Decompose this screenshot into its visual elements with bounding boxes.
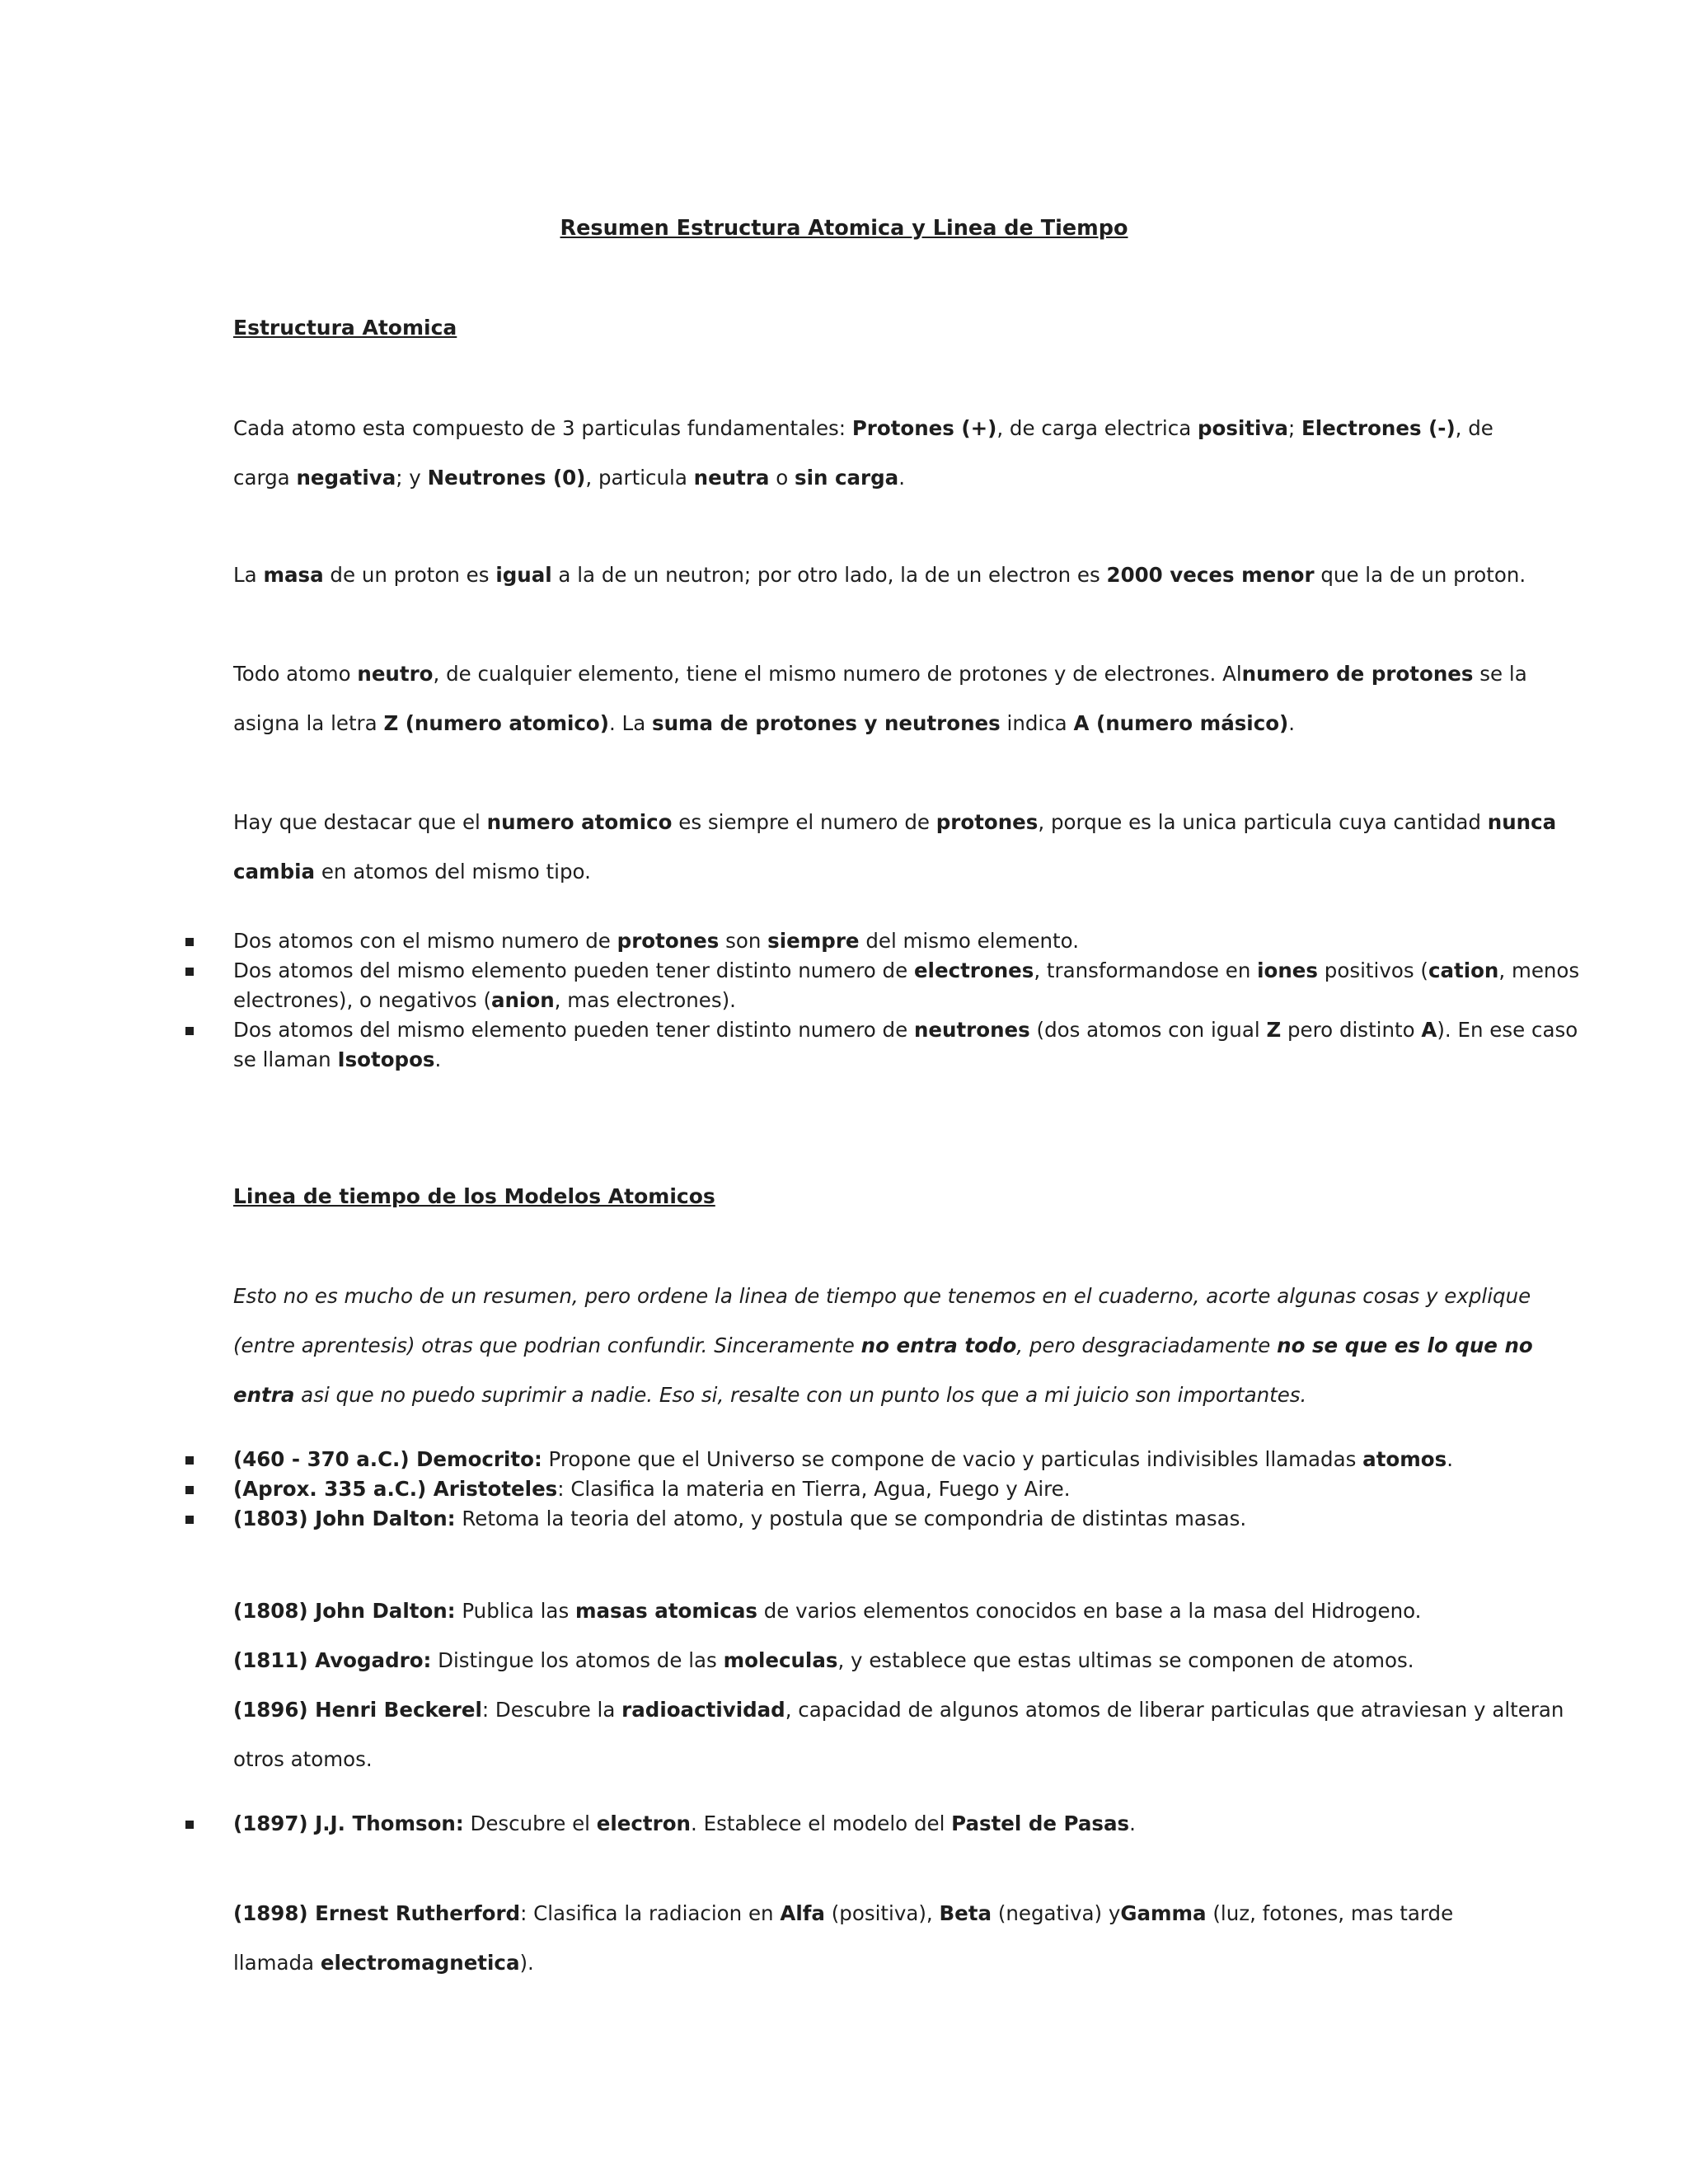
text-line <box>233 1889 1454 1938</box>
bullet-list-timeline-1 <box>233 1445 1453 1534</box>
square-bullet-icon <box>185 938 194 946</box>
bold-text: suma de protones y neutrones <box>652 711 1001 735</box>
text-line <box>233 847 1445 897</box>
bold-text: protones <box>617 929 720 953</box>
text-line <box>233 404 1493 453</box>
square-bullet-icon <box>185 968 194 976</box>
text-line <box>233 1445 1453 1474</box>
text-run: Esto no es mucho de un resumen, pero ordene la linea de tiempo que tenemos en el cuaderno, acorte algunas cosas y explique <box>233 1284 1531 1308</box>
bold-text: no entra todo <box>860 1333 1017 1357</box>
bold-text: Beta <box>939 1901 992 1925</box>
text-run: : Descubre la <box>481 1698 622 1722</box>
text-run: Publica las <box>455 1599 575 1623</box>
text-line <box>233 1586 1445 1636</box>
section-heading-estructura: Estructura Atomica <box>233 316 457 340</box>
bold-text: no se que es lo que no <box>1277 1333 1533 1357</box>
bold-text: numero de protones <box>1241 662 1474 686</box>
text-line <box>233 798 1557 847</box>
bold-text: numero atomico <box>486 810 673 834</box>
list-item <box>233 1015 1578 1075</box>
text-run: . <box>1447 1447 1453 1471</box>
bold-text: Alfa <box>780 1901 825 1925</box>
bold-text: Pastel de Pasas <box>951 1811 1130 1835</box>
text-run: a la de un neutron; por otro lado, la de un electron es <box>551 563 1107 587</box>
bold-text: protones <box>935 810 1039 834</box>
bold-text: (1898) Ernest Rutherford <box>233 1901 521 1925</box>
text-run: Descubre el <box>463 1811 597 1835</box>
bold-text: electron <box>596 1811 692 1835</box>
paragraph-timeline-1898 <box>233 1889 1454 1988</box>
text-run: Retoma la teoria del atomo, y postula que se compondria de distintas masas. <box>455 1507 1247 1530</box>
text-run: , pero desgraciadamente <box>1016 1333 1278 1357</box>
bold-text: Z (numero atomico) <box>383 711 609 735</box>
bullet-list-atomos <box>233 926 1580 1075</box>
text-line <box>233 1321 1533 1371</box>
paragraph-numero-atomico <box>233 798 1557 897</box>
text-line <box>233 986 1453 1015</box>
bold-text: entra <box>233 1383 295 1407</box>
list-item <box>233 1474 1453 1504</box>
text-run: , mas electrones). <box>554 988 736 1012</box>
text-line <box>233 926 1453 956</box>
text-run: , de cualquier elemento, tiene el mismo numero de protones y de electrones. Al <box>433 662 1242 686</box>
text-run: : Clasifica la materia en Tierra, Agua, Fuego y Aire. <box>557 1477 1071 1501</box>
text-run: , transformandose en <box>1034 958 1258 982</box>
text-run: o <box>769 466 795 490</box>
square-bullet-icon <box>185 1486 194 1494</box>
bold-text: (1811) Avogadro: <box>233 1648 432 1672</box>
square-bullet-icon <box>185 1456 194 1465</box>
document-title: Resumen Estructura Atomica y Linea de Tiempo <box>560 216 1128 241</box>
bold-text: neutro <box>357 662 434 686</box>
bold-text: (1803) John Dalton: <box>233 1507 456 1530</box>
text-run: , de <box>1455 416 1493 440</box>
text-run: indica <box>1000 711 1074 735</box>
text-run: . <box>434 1047 442 1071</box>
text-run: otros atomos. <box>233 1747 373 1771</box>
text-line <box>233 1272 1531 1321</box>
bold-text: positiva <box>1198 416 1288 440</box>
text-run: , menos <box>1498 958 1580 982</box>
text-run: ). En ese caso <box>1437 1018 1578 1042</box>
bold-text: Electrones (-) <box>1301 416 1456 440</box>
text-line <box>233 453 1445 503</box>
text-run: (luz, fotones, mas tarde <box>1206 1901 1454 1925</box>
bold-text: Neutrones (0) <box>427 466 586 490</box>
section-heading-linea-tiempo: Linea de tiempo de los Modelos Atomicos <box>233 1184 715 1208</box>
bold-text: igual <box>495 563 552 587</box>
text-run: La <box>233 563 264 587</box>
text-run: ; <box>1287 416 1302 440</box>
text-line <box>233 1685 1564 1735</box>
text-run: ). <box>519 1951 534 1975</box>
text-line <box>233 649 1527 699</box>
text-run: . <box>898 466 905 490</box>
bold-text: Protones (+) <box>851 416 997 440</box>
text-run: Hay que destacar que el <box>233 810 487 834</box>
text-run: Dos atomos del mismo elemento pueden tener distinto numero de <box>233 1018 914 1042</box>
text-run: es siempre el numero de <box>672 810 936 834</box>
text-run: carga <box>233 466 297 490</box>
text-run: . <box>1129 1811 1136 1835</box>
text-run: que la de un proton. <box>1314 563 1526 587</box>
list-item <box>233 1445 1453 1474</box>
paragraph-particulas <box>233 404 1493 503</box>
text-run: , y establece que estas ultimas se componen de atomos. <box>837 1648 1414 1672</box>
bold-text: neutra <box>693 466 770 490</box>
text-run: , porque es la unica particula cuya cantidad <box>1038 810 1488 834</box>
text-run: : Clasifica la radiacion en <box>520 1901 781 1925</box>
text-line <box>233 1735 1445 1784</box>
bold-text: anion <box>491 988 555 1012</box>
bold-text: (1896) Henri Beckerel <box>233 1698 482 1722</box>
text-line <box>233 956 1580 986</box>
bold-text: (1897) J.J. Thomson: <box>233 1811 464 1835</box>
text-run: (entre aprentesis) otras que podrian confundir. Sinceramente <box>233 1333 861 1357</box>
text-run: , capacidad de algunos atomos de liberar particulas que atraviesan y alteran <box>785 1698 1564 1722</box>
bold-text: Gamma <box>1120 1901 1207 1925</box>
bold-text: Z <box>1266 1018 1282 1042</box>
text-line <box>233 1636 1445 1685</box>
list-item <box>233 1504 1453 1534</box>
bold-text: negativa <box>296 466 396 490</box>
text-run: . Establece el modelo del <box>691 1811 952 1835</box>
paragraph-neutro <box>233 649 1527 748</box>
bold-text: electromagnetica <box>320 1951 520 1975</box>
text-run: Cada atomo esta compuesto de 3 particulas fundamentales: <box>233 416 852 440</box>
text-run: son <box>719 929 768 953</box>
text-run: Distingue los atomos de las <box>431 1648 724 1672</box>
bold-text: masas atomicas <box>575 1599 757 1623</box>
text-line <box>233 551 1526 600</box>
text-run: Dos atomos con el mismo numero de <box>233 929 617 953</box>
text-run: positivos ( <box>1318 958 1428 982</box>
text-line <box>233 1371 1445 1420</box>
bold-text: (460 - 370 a.C.) Democrito: <box>233 1447 542 1471</box>
text-run: (negativa) y <box>992 1901 1121 1925</box>
text-run: del mismo elemento. <box>859 929 1080 953</box>
text-run: , de carga electrica <box>996 416 1198 440</box>
list-item <box>233 956 1580 1015</box>
bold-text: electrones <box>913 958 1034 982</box>
bold-text: radioactividad <box>621 1698 785 1722</box>
bold-text: cation <box>1428 958 1499 982</box>
bold-text: 2000 veces menor <box>1106 563 1315 587</box>
text-run: asigna la letra <box>233 711 384 735</box>
text-run: en atomos del mismo tipo. <box>315 860 591 883</box>
bold-text: A (numero másico) <box>1073 711 1289 735</box>
square-bullet-icon <box>185 1821 194 1829</box>
text-run: , particula <box>585 466 694 490</box>
bold-text: Isotopos <box>337 1047 435 1071</box>
text-run: Todo atomo <box>233 662 358 686</box>
text-run: se la <box>1473 662 1527 686</box>
bold-text: neutrones <box>913 1018 1030 1042</box>
text-line <box>233 1938 1445 1988</box>
text-run: de un proton es <box>323 563 496 587</box>
bold-text: siempre <box>767 929 860 953</box>
text-run: (dos atomos con igual <box>1029 1018 1267 1042</box>
text-line <box>233 1504 1453 1534</box>
paragraph-masa <box>233 551 1526 600</box>
text-run: ; y <box>396 466 428 490</box>
text-line <box>233 1809 1453 1839</box>
bold-text: (Aprox. 335 a.C.) Aristoteles <box>233 1477 558 1501</box>
bold-text: iones <box>1257 958 1319 982</box>
text-run: de varios elementos conocidos en base a la masa del Hidrogeno. <box>757 1599 1422 1623</box>
text-run: Dos atomos del mismo elemento pueden tener distinto numero de <box>233 958 914 982</box>
bold-text: moleculas <box>723 1648 838 1672</box>
bold-text: A <box>1421 1018 1437 1042</box>
square-bullet-icon <box>185 1027 194 1035</box>
text-run: (positiva), <box>824 1901 940 1925</box>
text-line <box>233 1474 1453 1504</box>
list-item <box>233 1809 1453 1839</box>
text-run: asi que no puedo suprimir a nadie. Eso si, resalte con un punto los que a mi juicio son importantes. <box>294 1383 1307 1407</box>
paragraph-intro-linea <box>233 1272 1533 1420</box>
bullet-list-timeline-2 <box>233 1809 1453 1839</box>
text-line <box>233 1015 1578 1045</box>
text-line <box>233 699 1445 748</box>
paragraph-timeline-1808-1896 <box>233 1586 1564 1784</box>
text-run: . La <box>608 711 652 735</box>
bold-text: cambia <box>233 860 316 883</box>
text-run: llamada <box>233 1951 321 1975</box>
square-bullet-icon <box>185 1516 194 1524</box>
bold-text: sin carga <box>795 466 899 490</box>
text-run: electrones), o negativos ( <box>233 988 492 1012</box>
bold-text: masa <box>263 563 324 587</box>
bold-text: (1808) John Dalton: <box>233 1599 456 1623</box>
list-item <box>233 926 1453 956</box>
text-run: pero distinto <box>1281 1018 1422 1042</box>
bold-text: nunca <box>1487 810 1557 834</box>
text-run: . <box>1288 711 1296 735</box>
text-run: Propone que el Universo se compone de vacio y particulas indivisibles llamadas <box>542 1447 1363 1471</box>
text-run: se llaman <box>233 1047 338 1071</box>
bold-text: atomos <box>1362 1447 1447 1471</box>
text-line <box>233 1045 1453 1075</box>
